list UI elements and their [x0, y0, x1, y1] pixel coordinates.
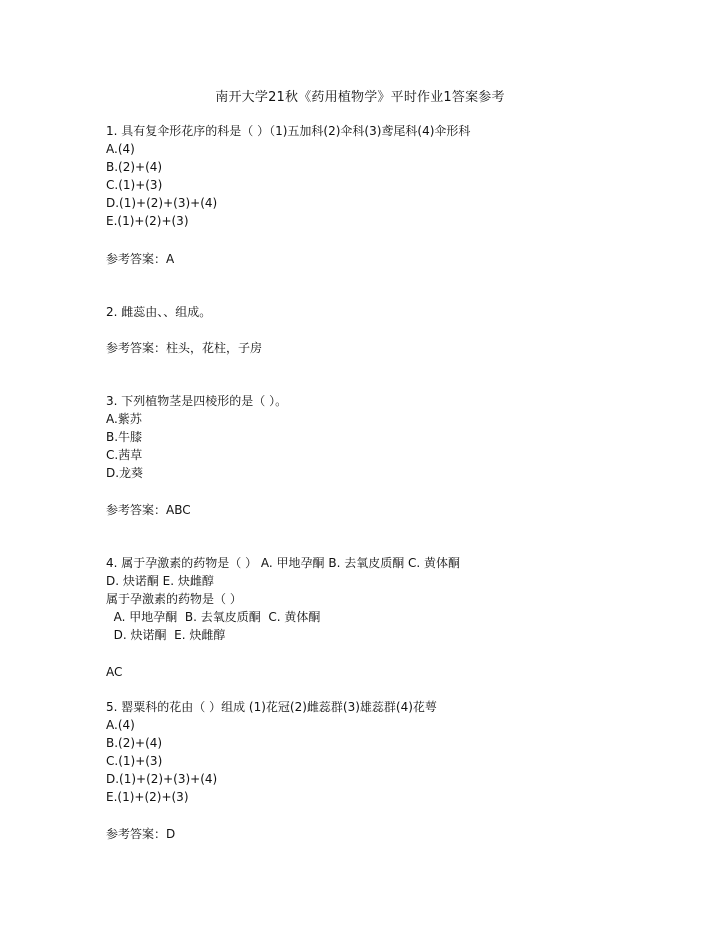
question-1-option-d: D.(1)+(2)+(3)+(4)	[106, 196, 218, 210]
question-1-stem: 1. 具有复伞形花序的科是（ ）（1)五加科(2)伞科(3)鸢尾科(4)伞形科	[106, 124, 471, 138]
question-3-option-c: C.茜草	[106, 448, 143, 462]
document-title: 南开大学21秋《药用植物学》平时作业1答案参考	[215, 90, 505, 105]
question-5-option-b: B.(2)+(4)	[106, 736, 163, 750]
question-5-option-c: C.(1)+(3)	[106, 754, 163, 768]
question-3-option-b: B.牛膝	[106, 430, 143, 444]
question-1-answer: 参考答案：A	[106, 252, 175, 266]
question-2-answer: 参考答案：柱头，花柱，子房	[106, 341, 263, 355]
question-2-stem: 2. 雌蕊由、、组成。	[106, 305, 212, 319]
question-5-answer: 参考答案：D	[106, 827, 176, 841]
question-1-option-c: C.(1)+(3)	[106, 178, 163, 192]
question-3-answer: 参考答案：ABC	[106, 503, 191, 517]
question-1-option-b: B.(2)+(4)	[106, 160, 163, 174]
question-1-option-e: E.(1)+(2)+(3)	[106, 214, 189, 228]
question-4-stem-line-2: D. 炔诺酮 E. 炔雌醇	[106, 574, 214, 588]
question-3-stem: 3. 下列植物茎是四棱形的是（ ）。	[106, 394, 288, 408]
question-4-stem-line-3: 属于孕激素的药物是（ ）	[106, 592, 242, 606]
question-3-option-d: D.龙葵	[106, 466, 144, 480]
question-5-option-d: D.(1)+(2)+(3)+(4)	[106, 772, 218, 786]
question-1-option-a: A.(4)	[106, 142, 135, 156]
question-5-stem: 5. 罂粟科的花由（ ）组成 (1)花冠(2)雌蕊群(3)雄蕊群(4)花萼	[106, 700, 437, 714]
question-4-stem-line-1: 4. 属于孕激素的药物是（ ） A. 甲地孕酮 B. 去氧皮质酮 C. 黄体酮	[106, 556, 461, 570]
question-4-stem-line-5: D. 炔诺酮 E. 炔雌醇	[106, 628, 226, 642]
question-3-option-a: A.紫苏	[106, 412, 142, 426]
question-4-stem-line-4: A. 甲地孕酮 B. 去氧皮质酮 C. 黄体酮	[106, 610, 321, 624]
question-5-option-e: E.(1)+(2)+(3)	[106, 790, 189, 804]
question-5-option-a: A.(4)	[106, 718, 135, 732]
question-4-answer: AC	[106, 665, 123, 679]
